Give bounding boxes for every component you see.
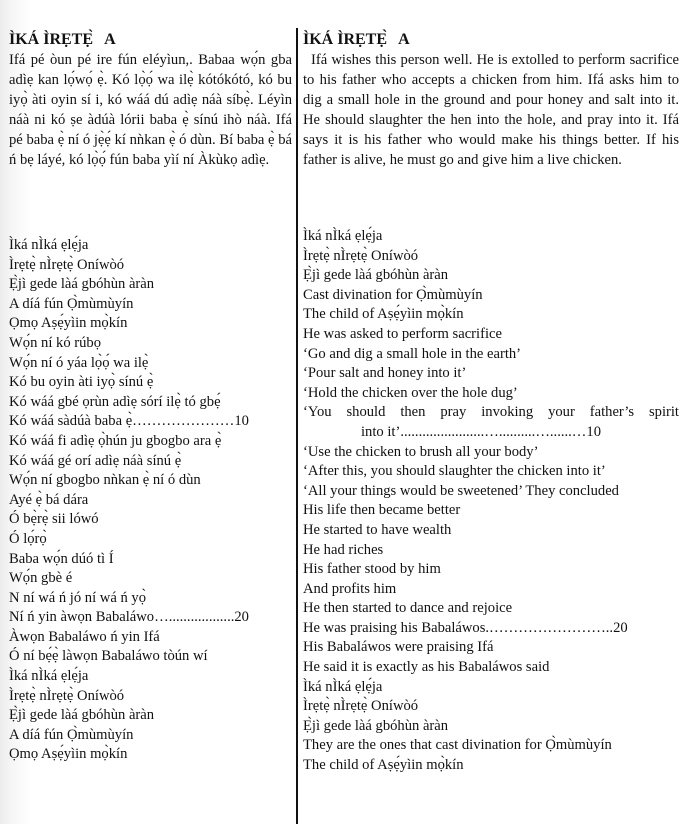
english-intro-paragraph: Ifá wishes this person well. He is extolled to perform sacrifice to his father who accepts a chicken from him. Ifá asks him to dig a small hole in the ground and pour honey and salt into it. He should slaughter the hen into the hole, and pray into it. Ifá says it is his father who would make his things better. If his father is alive, he must go and give him a live chicken. <box>303 52 679 168</box>
verse-line: His father stood by him <box>303 561 441 578</box>
verse-line: Kó wáá gé orí adìẹ náà sínú ẹ̀ <box>9 452 182 469</box>
verse-line: Kó bu oyin àti iyọ̀ sínú ẹ̀ <box>9 374 154 391</box>
verse-line: ‘Go and dig a small hole in the earth’ <box>303 345 522 362</box>
verse-line: He had riches <box>303 541 384 558</box>
verse-line: Ìrẹtẹ̀ nÌrẹtẹ̀ Oníwòó <box>303 698 419 715</box>
verse-line: Wọ́n ní kó rúbọ <box>9 334 102 351</box>
column-divider <box>296 28 298 824</box>
verse-line: Ó ní bẹ́ẹ̀ làwọn Babaláwo tòún wí <box>9 648 208 665</box>
verse-line: The child of Aṣẹ́yìin mọ̀kín <box>303 757 464 774</box>
verse-line: Ìrẹtẹ̀ nÌrẹtẹ̀ Oníwòó <box>9 687 125 704</box>
verse-line-numbered: Kó wáá sàdúà baba ẹ̀…………………10 <box>9 413 249 430</box>
verse-line: Ìká nÌká ẹlẹ́ja <box>9 237 89 253</box>
verse-line: Wọ́n ní ó yáa lọ̀ọ́ wa ilẹ̀ <box>9 354 149 371</box>
verse-line: Ẹ̀jì gede làá gbóhùn àràn <box>9 276 155 293</box>
verse-line-numbered: He was praising his Babaláwos.……………………..20 <box>303 619 628 636</box>
verse-line: ‘After this, you should slaughter the chicken into it’ <box>303 463 606 480</box>
yoruba-column <box>9 30 292 170</box>
verse-line: Wọ́n ní gbogbo nǹkan ẹ̀ ní ó dùn <box>9 472 201 489</box>
verse-line: Wọ́n gbè é <box>9 570 73 587</box>
yoruba-heading: ÌKÁ ÌRẸTẸ̀ A <box>9 31 116 48</box>
verse-line: ‘Use the chicken to brush all your body’ <box>303 443 539 460</box>
verse-line: Ọmọ Aṣẹ́yìin mọ̀kín <box>9 315 128 332</box>
verse-line: Baba wọ́n dúó tì Í <box>9 550 114 567</box>
verse-line: Ó lọ́rọ̀ <box>9 530 47 547</box>
verse-line: His life then became better <box>303 502 461 519</box>
verse-line: Ìká nÌká ẹlẹ́ja <box>303 678 383 695</box>
verse-line: Ẹ̀jì gede làá gbóhùn àràn <box>303 267 449 284</box>
verse-line: Kó wáá gbé ọrùn adìẹ sórí ilẹ̀ tó gbẹ́ <box>9 393 221 410</box>
verse-line: Ìrẹtẹ̀ nÌrẹtẹ̀ Oníwòó <box>303 247 419 264</box>
verse-line: Ẹ̀jì gede làá gbóhùn àràn <box>9 707 155 724</box>
verse-line: N ní wá ń jó ní wá ń yọ̀ <box>9 589 147 606</box>
verse-line: He said it is exactly as his Babaláwos said <box>303 659 550 676</box>
verse-line: He then started to dance and rejoice <box>303 600 513 617</box>
verse-line: Àwọn Babaláwo ń yin Ifá <box>9 628 160 645</box>
verse-line: Ó bẹ̀rẹ̀ sii lówó <box>9 511 99 528</box>
english-column <box>303 30 679 170</box>
verse-line: And profits him <box>303 580 397 597</box>
yoruba-intro-paragraph: Ifá pé òun pé ire fún eléyìun,. Babaa wọ́n gba adìẹ kan lọ́wọ́ ẹ̀. Kó lọ̀ọ́ wa ilẹ̀ kótókótó, kó bu iyọ̀ àti oyin sí i, kó wáá dú adìẹ náà síbẹ̀. Léyìn náà ni kó ṣe àdúà lórii baba ẹ̀ sínú ihò náà. Ifá pé baba ẹ̀ ní ó jẹ̀ẹ́ kí nǹkan ẹ̀ ó dùn. Bí baba ẹ̀ bá ń bẹ láyé, kó lọ̀ọ́ fún baba yìí ní Àkùkọ adìẹ. <box>9 52 292 168</box>
english-verse-list <box>303 227 679 776</box>
verse-line: The child of Aṣẹ́yìin mọ̀kín <box>303 306 464 323</box>
verse-line: Ọmọ Aṣẹ́yìin mọ̀kín <box>9 746 128 763</box>
verse-line: He was asked to perform sacrifice <box>303 325 502 342</box>
verse-line: Ìká nÌká ẹlẹ́ja <box>303 228 383 244</box>
verse-line: A díá fún Ọ̀mùmùyín <box>9 295 134 312</box>
verse-line: Ayé ẹ̀ bá dára <box>9 491 89 508</box>
verse-line: Ẹ̀jì gede làá gbóhùn àràn <box>303 717 449 734</box>
english-heading: ÌKÁ ÌRẸTẸ̀ A <box>303 31 410 48</box>
verse-line-numbered: Ní ń yin àwọn Babaláwo…..................20 <box>9 609 249 626</box>
verse-line: He started to have wealth <box>303 521 452 538</box>
verse-line: ‘Pour salt and honey into it’ <box>303 365 467 382</box>
verse-line: A díá fún Ọ̀mùmùyín <box>9 726 134 743</box>
verse-line-numbered: into it’.......................…..........…......…10 <box>361 423 601 440</box>
verse-line: His Babaláwos were praising Ifá <box>303 639 494 656</box>
verse-line: ‘Hold the chicken over the hole dug’ <box>303 384 518 401</box>
verse-line: Kó wáá fi adìẹ ọ̀hún ju gbogbo ara ẹ̀ <box>9 432 222 449</box>
verse-line: ‘All your things would be sweetened’ They concluded <box>303 482 619 499</box>
verse-line: They are the ones that cast divination for Ọ̀mùmùyín <box>303 737 612 754</box>
verse-line: Ìrẹtẹ̀ nÌrẹtẹ̀ Oníwòó <box>9 256 125 273</box>
verse-line: Cast divination for Ọ̀mùmùyín <box>303 286 483 303</box>
verse-line: Ìká nÌká ẹlẹ́ja <box>9 668 89 685</box>
yoruba-verse-list <box>9 236 292 765</box>
verse-line: ‘You should then pray invoking your father’s spirit <box>303 404 679 421</box>
